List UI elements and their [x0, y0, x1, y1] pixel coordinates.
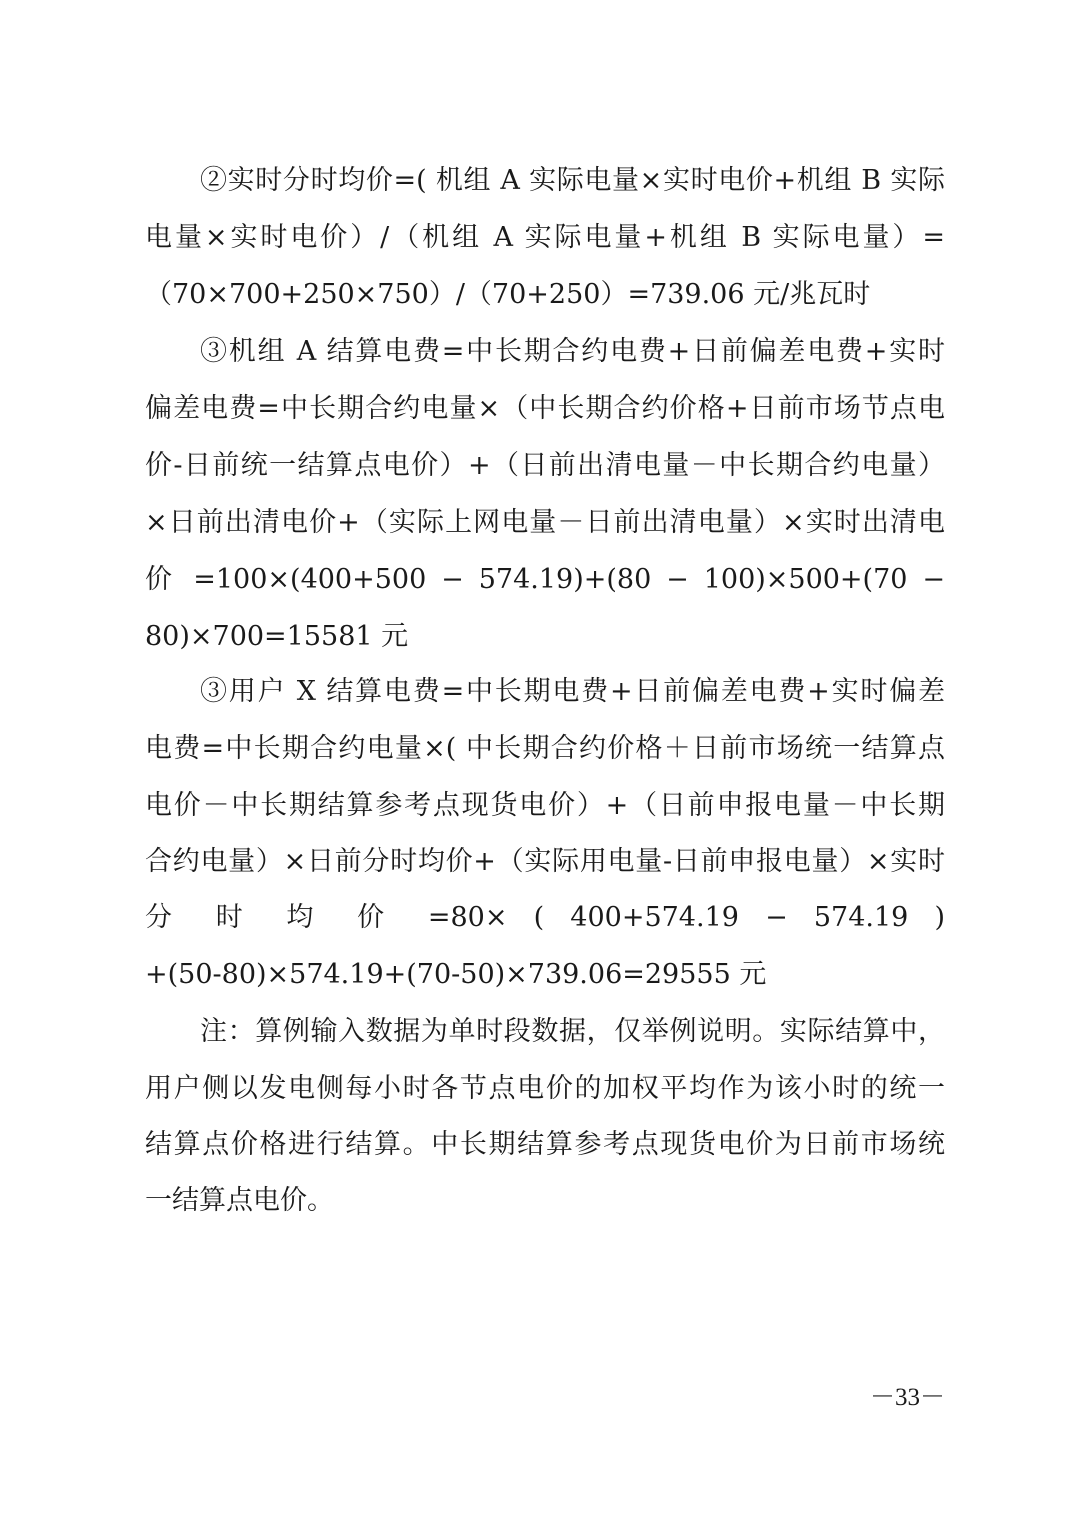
note-line: 一结算点电价。 [145, 1185, 334, 1216]
paragraph-line: 电量×实时电价）/（机组 A 实际电量+机组 B 实际电量）= [145, 222, 945, 253]
paragraph-line: （70×700+250×750）/（70+250）=739.06 元/兆瓦时 [145, 279, 871, 310]
paragraph-line: 价-日前统一结算点电价）+（日前出清电量－中长期合约电量） [145, 450, 945, 481]
note-line: 结算点价格进行结算。中长期结算参考点现货电价为日前市场统 [145, 1129, 945, 1160]
paragraph-line: ③机组 A 结算电费=中长期合约电费+日前偏差电费+实时 [200, 336, 945, 367]
paragraph-line: 电价－中长期结算参考点现货电价）+（日前申报电量－中长期 [145, 790, 945, 821]
page-number: －33－ [869, 1384, 945, 1411]
paragraph-line: ②实时分时均价=( 机组 A 实际电量×实时电价+机组 B 实际 [200, 165, 945, 196]
paragraph-line: 分 时 均 价 =80× ( 400+574.19 − 574.19 ) [145, 902, 945, 933]
paragraph-line: ×日前出清电价+（实际上网电量－日前出清电量）×实时出清电 [145, 507, 945, 538]
paragraph-line: 价 =100×(400+500 − 574.19)+(80 − 100)×500+(70 − [145, 564, 945, 595]
note-line: 用户侧以发电侧每小时各节点电价的加权平均作为该小时的统一 [145, 1073, 945, 1104]
paragraph-line: ③用户 X 结算电费=中长期电费+日前偏差电费+实时偏差 [200, 676, 945, 707]
note-line: 注：算例输入数据为单时段数据，仅举例说明。实际结算中， [200, 1016, 945, 1047]
paragraph-line: 合约电量）×日前分时均价+（实际用电量-日前申报电量）×实时 [145, 846, 945, 877]
paragraph-line: +(50-80)×574.19+(70-50)×739.06=29555 元 [145, 959, 767, 990]
paragraph-line: 80)×700=15581 元 [145, 621, 409, 652]
paragraph-line: 偏差电费=中长期合约电量×（中长期合约价格+日前市场节点电 [145, 393, 945, 424]
paragraph-line: 电费=中长期合约电量×( 中长期合约价格＋日前市场统一结算点 [145, 733, 945, 764]
